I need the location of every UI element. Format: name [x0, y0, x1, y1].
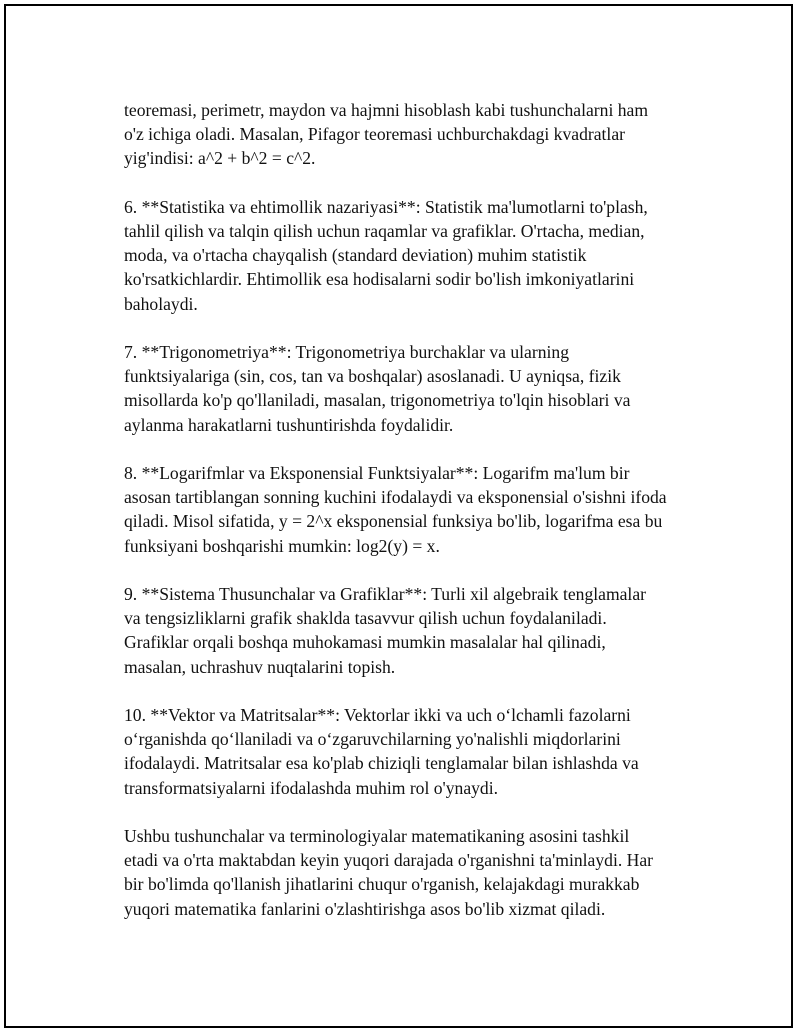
text-line: Ushbu tushunchalar va terminologiyalar matematikaning asosini tashkil — [124, 826, 630, 846]
text-line: 9. **Sistema Thusunchalar va Grafiklar**: Turli xil algebraik tenglamalar — [124, 584, 646, 604]
paragraph-statistics — [124, 195, 704, 316]
text-line: asosan tartiblangan sonning kuchini ifodalaydi va eksponensial o'sishni ifoda — [124, 487, 667, 508]
text-line: 7. **Trigonometriya**: Trigonometriya burchaklar va ularning — [124, 342, 569, 362]
text-line: 6. **Statistika va ehtimollik nazariyasi**: Statistik ma'lumotlarni to'plash, — [124, 196, 648, 217]
text-line: ifodalaydi. Matritsalar esa ko'plab chiziqli tenglamalar bilan ishlashda va — [124, 753, 639, 774]
page-border — [4, 4, 793, 1028]
text-line: qiladi. Misol sifatida, y = 2^x eksponensial funksiya bo'lib, logarifma esa bu — [124, 511, 663, 532]
text-line: yuqori matematika fanlarini o'zlashtirishga asos bo'lib xizmat qiladi. — [124, 898, 606, 919]
text-line: Grafiklar orqali boshqa muhokamasi mumkin masalalar hal qilinadi, — [124, 632, 606, 653]
text-line: o'z ichiga oladi. Masalan, Pifagor teoremasi uchburchakdagi kvadratlar — [124, 124, 625, 145]
text-line: 8. **Logarifmlar va Eksponensial Funktsiyalar**: Logarifm ma'lum bir — [124, 463, 630, 483]
text-line: teoremasi, perimetr, maydon va hajmni hisoblash kabi tushunchalarni ham — [124, 100, 649, 120]
paragraph-vectors-matrices — [124, 703, 704, 800]
paragraph-geometry-continuation — [124, 98, 704, 171]
text-line: funksiyani boshqarishi mumkin: log2(y) = x. — [124, 535, 440, 556]
paragraph-trigonometry — [124, 340, 704, 437]
text-line: baholaydi. — [124, 293, 198, 314]
text-line: yig'indisi: a^2 + b^2 = c^2. — [124, 148, 316, 169]
text-line: funktsiyalariga (sin, cos, tan va boshqalar) asoslanadi. U ayniqsa, fizik — [124, 366, 621, 387]
text-line: aylanma harakatlarni tushuntirishda foydalidir. — [124, 414, 454, 435]
paragraph-systems-graphs — [124, 582, 704, 679]
text-line: tahlil qilish va talqin qilish uchun raqamlar va grafiklar. O'rtacha, median, — [124, 221, 645, 241]
text-line: masalan, uchrashuv nuqtalarini topish. — [124, 656, 396, 677]
text-line: misollarda ko'p qo'llaniladi, masalan, trigonometriya to'lqin hisoblari va — [124, 390, 631, 411]
text-line: ko'rsatkichlardir. Ehtimollik esa hodisalarni sodir bo'lish imkoniyatlarini — [124, 269, 635, 290]
text-line: bir bo'limda qo'llanish jihatlarini chuqur o'rganish, kelajakdagi murakkab — [124, 874, 640, 895]
text-line: transformatsiyalarni ifodalashda muhim rol o'ynaydi. — [124, 777, 499, 798]
text-line: o‘rganishda qo‘llaniladi va o‘zgaruvchilarning yo'nalishli miqdorlarini — [124, 729, 621, 750]
paragraph-conclusion — [124, 824, 704, 921]
text-line: moda, va o'rtacha chayqalish (standard deviation) muhim statistik — [124, 245, 587, 266]
text-line: va tengsizliklarni grafik shaklda tasavvur qilish uchun foydalaniladi. — [124, 608, 607, 629]
text-line: 10. **Vektor va Matritsalar**: Vektorlar ikki va uch o‘lchamli fazolarni — [124, 705, 631, 725]
paragraph-logarithms — [124, 461, 704, 558]
document-body — [124, 98, 704, 945]
text-line: etadi va o'rta maktabdan keyin yuqori darajada o'rganishni ta'minlaydi. Har — [124, 850, 654, 871]
